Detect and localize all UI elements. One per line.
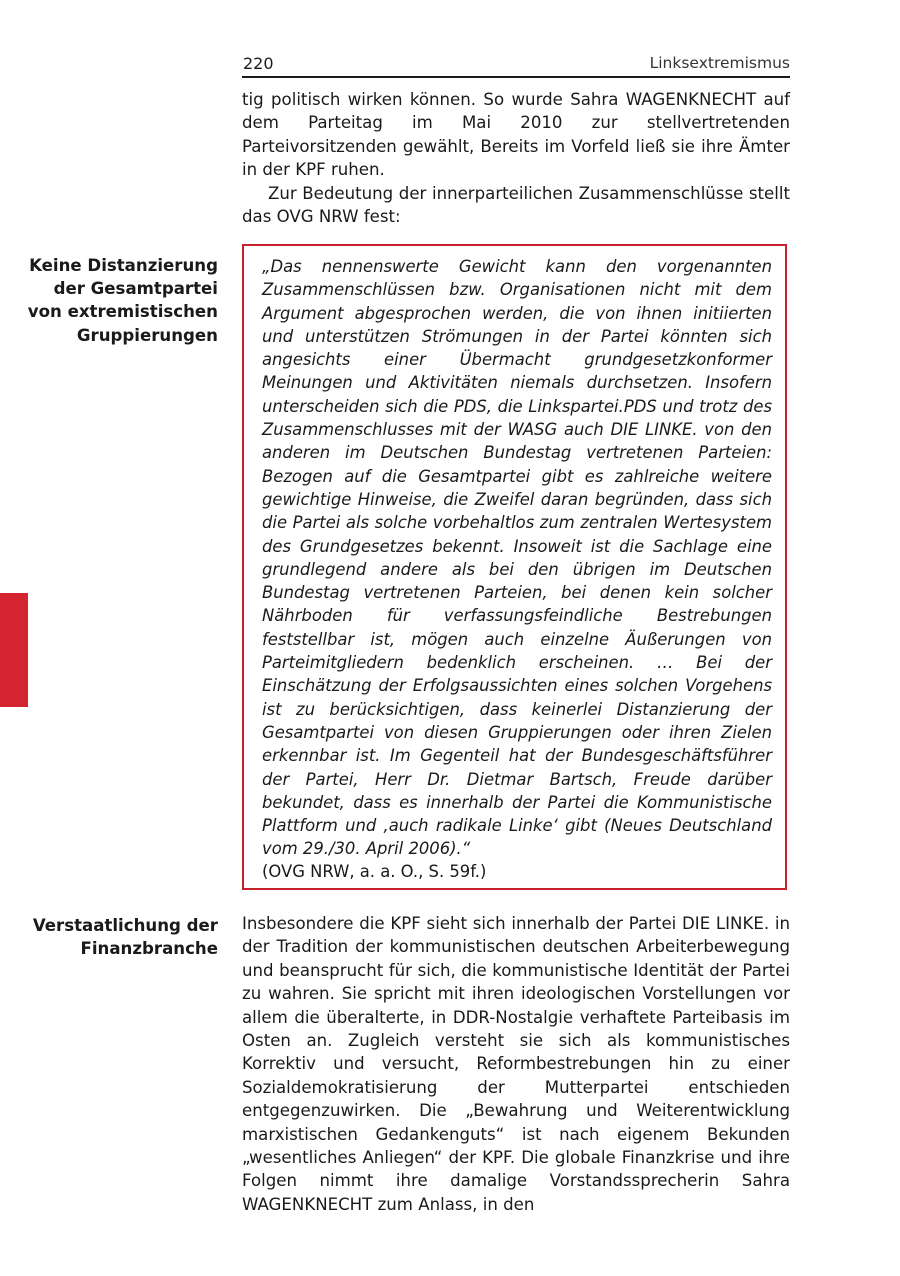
quote-box [242,244,787,890]
body-text [242,912,790,1216]
quote-text: „Das nennenswerte Gewicht kann den vorgenannten Zusammenschlüssen bzw. Organisationen nicht mit dem Argument abgesprochen werden, die von ihnen initiierten und unterstützen Strömungen in der Partei könnten sich angesichts einer Übermacht grundgesetzkonformer Meinungen und Aktivitäten niemals durchsetzen. Insofern unterscheiden sich die PDS, die Linkspartei.PDS und trotz des Zusammenschlusses mit der WASG auch DIE LINKE. von den anderen im Deutschen Bundestag vertretenen Parteien: Bezogen auf die Gesamtpartei gibt es zahlreiche weitere gewichtige Hinweise, die Zweifel daran begründen, dass sich die Partei als solche vorbehaltlos zum zentralen Wertesystem des Grundgesetzes bekennt. Insoweit ist die Sachlage eine grundlegend andere als bei den übrigen im Deutschen Bundestag vertretenen Parteien, bei denen kein solcher Nährboden für verfassungsfeindliche Bestrebungen feststellbar ist, mögen auch einzelne Äußerungen von Parteimitgliedern bedenklich erscheinen. … Bei der Einschätzung der Erfolgsaussichten eines solchen Vorgehens ist zu berücksichtigen, dass keinerlei Distanzierung der Gesamtpartei von diesen Gruppierungen oder ihren Zielen erkennbar ist. Im Gegenteil hat der Bundesgeschäftsführer der Partei, Herr Dr. Dietmar Bartsch, Freude darüber bekundet, dass es innerhalb der Partei die Kommunistische Plattform und ‚auch radikale Linke‘ gibt (Neues Deutschland vom 29./30. April 2006).“ [262,257,772,859]
page-number: 220 [243,54,274,73]
margin-note: Keine Distanzierung der Gesamtpartei von extremistischen Gruppierungen [27,256,218,345]
paragraph: tig politisch wirken können. So wurde Sahra WAGENKNECHT auf dem Parteitag im Mai 2010 zur stellvertretenden Parteivorsitzenden gewählt, Bereits im Vorfeld ließ sie ihre Ämter in der KPF ruhen. [242,90,790,180]
running-head: Linksextremismus [649,54,790,72]
intro-text [242,88,790,228]
paragraph: Insbesondere die KPF sieht sich innerhalb der Partei DIE LINKE. in der Tradition der kommunistischen deutschen Arbeiterbewegung und beansprucht für sich, die kommunistische Identität der Partei zu wahren. Sie spricht mit ihren ideologischen Vorstellungen vor allem die überalterte, in DDR-Nostalgie verhaftete Parteibasis im Osten an. Zugleich versteht sie sich als kommunistisches Korrektiv und versucht, Reformbestrebungen hin zu einer Sozialdemokratisierung der Mutterpartei entschieden entgegenzuwirken. Die „Bewahrung und Weiterentwicklung marxistischen Gedankenguts“ ist nach eigenem Bekunden „wesentliches Anliegen“ der KPF. Die globale Finanzkrise und ihre Folgen nimmt ihre damalige Vorstandssprecherin Sahra WAGENKNECHT zum Anlass, in den [242,914,790,1214]
margin-note: Verstaatlichung der Finanzbranche [32,916,218,959]
quote-source: (OVG NRW, a. a. O., S. 59f.) [262,862,487,881]
page-header [242,52,790,78]
chapter-thumb-tab [0,593,28,707]
paragraph: Zur Bedeutung der innerparteilichen Zusammenschlüsse stellt das OVG NRW fest: [242,183,790,227]
